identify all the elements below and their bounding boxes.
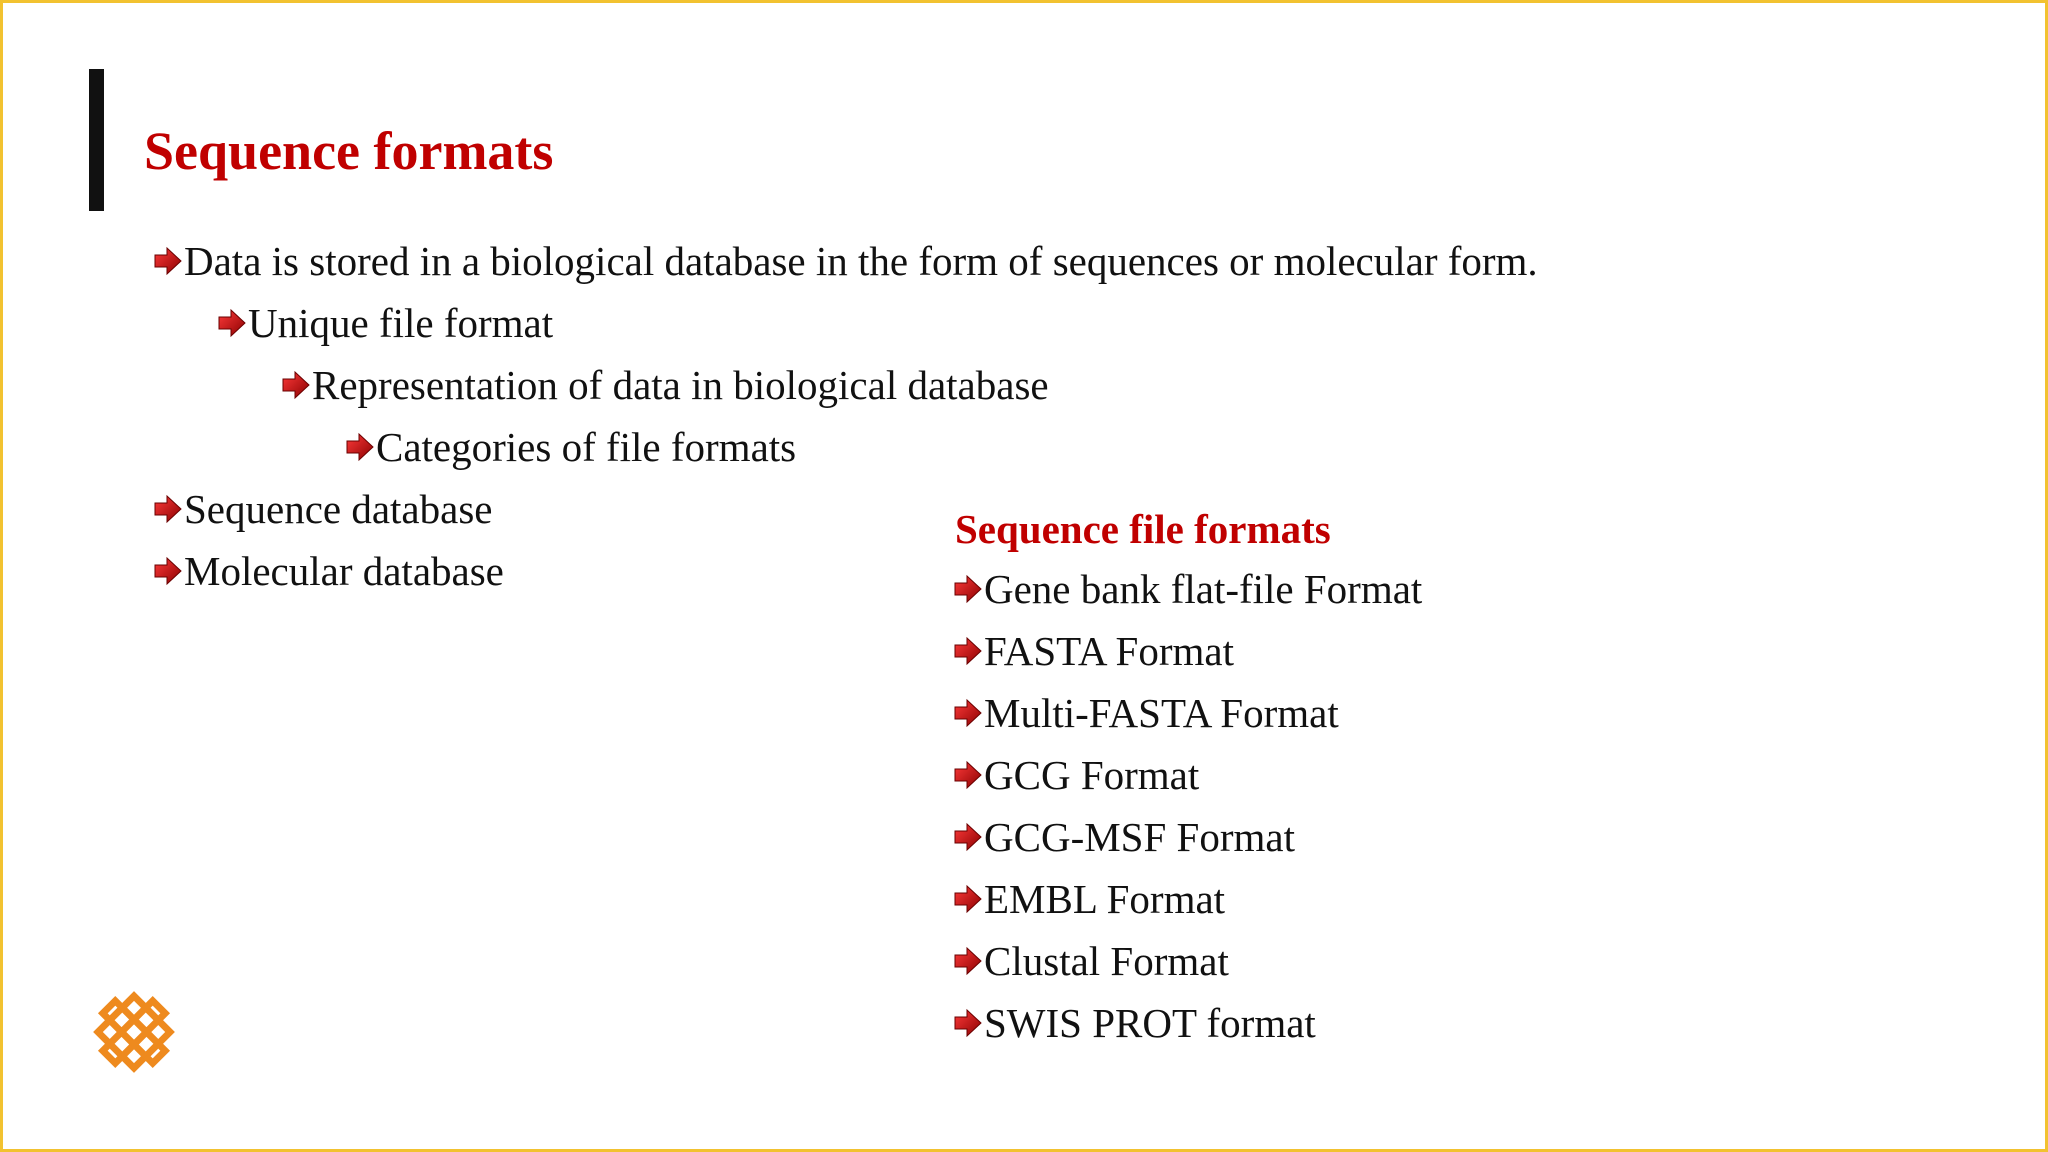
format-text: FASTA Format bbox=[984, 628, 1234, 674]
red-arrow-icon bbox=[953, 698, 983, 728]
format-item bbox=[953, 559, 1422, 619]
bullet-item bbox=[153, 231, 1538, 291]
bullet-item bbox=[153, 541, 504, 601]
format-item bbox=[953, 683, 1339, 743]
format-text: Multi-FASTA Format bbox=[984, 690, 1339, 736]
red-arrow-icon bbox=[953, 636, 983, 666]
red-arrow-icon bbox=[953, 1008, 983, 1038]
bullet-text: Unique file format bbox=[248, 300, 554, 346]
bullet-item bbox=[345, 417, 796, 477]
bullet-text: Representation of data in biological database bbox=[312, 362, 1049, 408]
red-arrow-icon bbox=[953, 884, 983, 914]
red-arrow-icon bbox=[953, 760, 983, 790]
red-arrow-icon bbox=[217, 308, 247, 338]
format-text: Clustal Format bbox=[984, 938, 1229, 984]
orange-knot-logo-icon bbox=[85, 983, 183, 1081]
format-text: EMBL Format bbox=[984, 876, 1226, 922]
format-item bbox=[953, 621, 1234, 681]
format-item bbox=[953, 869, 1225, 929]
format-item bbox=[953, 745, 1199, 805]
bullet-text: Molecular database bbox=[184, 548, 504, 594]
red-arrow-icon bbox=[153, 556, 183, 586]
format-item bbox=[953, 931, 1229, 991]
file-formats-heading: Sequence file formats bbox=[955, 506, 1331, 552]
bullet-text: Sequence database bbox=[184, 486, 493, 532]
red-arrow-icon bbox=[281, 370, 311, 400]
bullet-text: Categories of file formats bbox=[376, 424, 797, 470]
format-text: SWIS PROT format bbox=[984, 1000, 1316, 1046]
red-arrow-icon bbox=[953, 574, 983, 604]
format-text: GCG Format bbox=[984, 752, 1200, 798]
format-text: Gene bank flat-file Format bbox=[984, 566, 1423, 612]
bullet-item bbox=[217, 293, 553, 353]
red-arrow-icon bbox=[345, 432, 375, 462]
format-text: GCG-MSF Format bbox=[984, 814, 1295, 860]
format-item bbox=[953, 807, 1295, 867]
bullet-text: Data is stored in a biological database in the form of sequences or molecular form. bbox=[184, 238, 1538, 284]
bullet-item bbox=[281, 355, 1049, 415]
slide-title: Sequence formats bbox=[144, 121, 554, 181]
title-accent-bar bbox=[89, 69, 104, 211]
red-arrow-icon bbox=[953, 822, 983, 852]
red-arrow-icon bbox=[953, 946, 983, 976]
red-arrow-icon bbox=[153, 246, 183, 276]
bullet-item bbox=[153, 479, 492, 539]
format-item bbox=[953, 993, 1316, 1053]
red-arrow-icon bbox=[153, 494, 183, 524]
